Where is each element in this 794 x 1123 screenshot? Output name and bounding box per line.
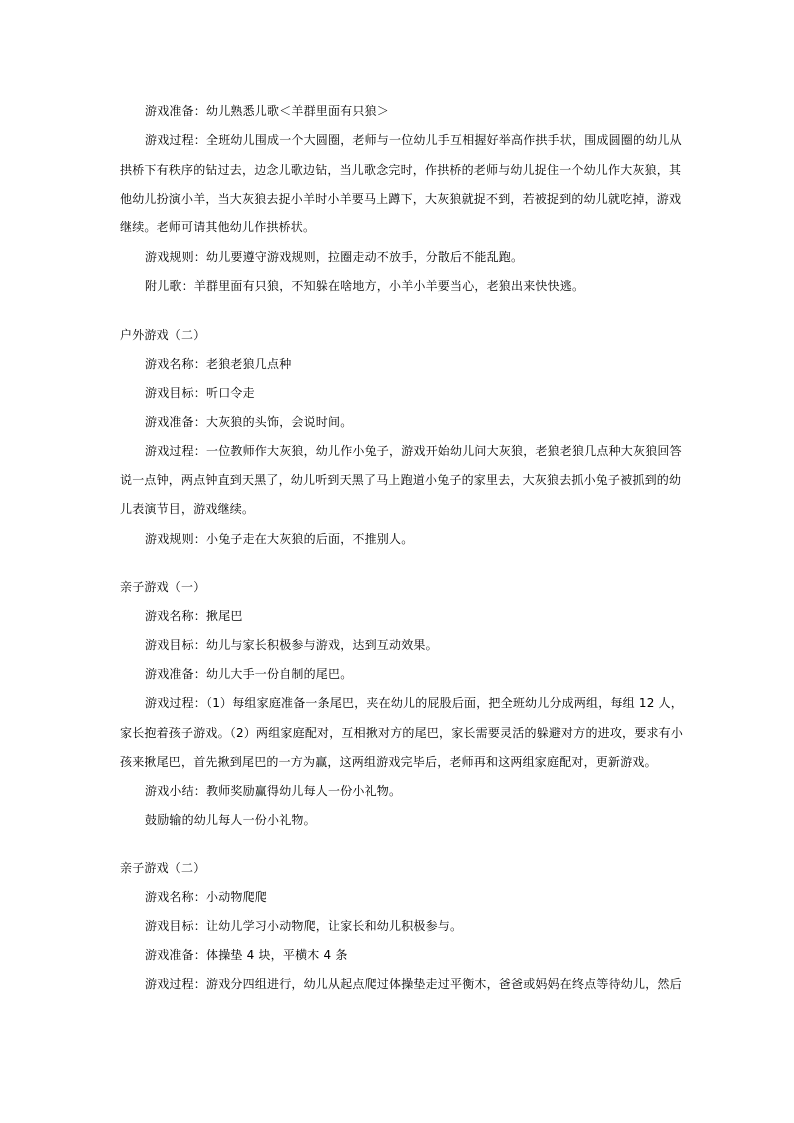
- paragraph-line: 说一点钟，两点钟直到天黑了，幼儿听到天黑了马上跑道小兔子的家里去，大灰狼去抓小兔子被抓到的幼: [120, 473, 682, 487]
- paragraph-line: 游戏准备：幼儿大手一份自制的尾巴。: [145, 667, 353, 681]
- section-heading: 亲子游戏（二）: [120, 861, 206, 875]
- paragraph-line: 儿表演节目，游戏继续。: [120, 502, 255, 516]
- paragraph-line: 游戏过程：一位教师作大灰狼，幼儿作小兔子，游戏开始幼儿问大灰狼，老狼老狼几点种大灰狼回答: [145, 444, 682, 458]
- paragraph-line: 孩来揪尾巴，首先揪到尾巴的一方为赢，这两组游戏完毕后，老师再和这两组家庭配对，更新游戏。: [120, 755, 657, 769]
- paragraph-line: 游戏小结：教师奖励赢得幼儿每人一份小礼物。: [145, 784, 402, 798]
- section-heading: 户外游戏（二）: [120, 328, 206, 342]
- paragraph-line: 继续。老师可请其他幼儿作拱桥状。: [120, 220, 316, 234]
- paragraph-line: 游戏过程：游戏分四组进行，幼儿从起点爬过体操垫走过平衡木，爸爸或妈妈在终点等待幼儿，然后: [145, 977, 682, 991]
- paragraph-line: 游戏准备：大灰狼的头饰，会说时间。: [145, 415, 353, 429]
- paragraph-line: 游戏目标：让幼儿学习小动物爬，让家长和幼儿积极参与。: [145, 919, 463, 933]
- paragraph-line: 游戏名称：小动物爬爬: [145, 890, 268, 904]
- paragraph-line: 游戏过程：（1）每组家庭准备一条尾巴，夹在幼儿的屁股后面，把全班幼儿分成两组，每组 12 人，: [145, 696, 683, 710]
- paragraph-line: 拱桥下有秩序的钻过去，边念儿歌边钻，当儿歌念完时，作拱桥的老师与幼儿捉住一个幼儿作大灰狼，其: [120, 163, 682, 177]
- paragraph-line: 游戏名称：揪尾巴: [145, 609, 243, 623]
- paragraph-line: 游戏目标：听口令走: [145, 386, 255, 400]
- paragraph-line: 家长抱着孩子游戏。（2）两组家庭配对，互相揪对方的尾巴，家长需要灵活的躲避对方的进攻，要求有小: [120, 726, 684, 740]
- paragraph-line: 游戏准备：体操垫 4 块，平横木 4 条: [145, 948, 348, 962]
- paragraph-line: 鼓励输的幼儿每人一份小礼物。: [145, 813, 316, 827]
- paragraph-line: 附儿歌：羊群里面有只狼，不知躲在啥地方，小羊小羊要当心，老狼出来快快逃。: [145, 279, 585, 293]
- paragraph-line: 游戏目标：幼儿与家长积极参与游戏，达到互动效果。: [145, 638, 438, 652]
- paragraph-line: 游戏规则：小兔子走在大灰狼的后面，不推别人。: [145, 532, 414, 546]
- paragraph-line: 游戏名称：老狼老狼几点种: [145, 357, 292, 371]
- paragraph-line: 游戏规则：幼儿要遵守游戏规则，拉圈走动不放手，分散后不能乱跑。: [145, 250, 524, 264]
- paragraph-line: 游戏过程：全班幼儿围成一个大圆圈，老师与一位幼儿手互相握好举高作拱手状，围成圆圈的幼儿从: [145, 133, 682, 147]
- section-heading: 亲子游戏（一）: [120, 580, 206, 594]
- paragraph-line: 游戏准备：幼儿熟悉儿歌＜羊群里面有只狼＞: [145, 104, 390, 118]
- paragraph-line: 他幼儿扮演小羊，当大灰狼去捉小羊时小羊要马上蹲下，大灰狼就捉不到，若被捉到的幼儿就吃掉，游戏: [120, 192, 682, 206]
